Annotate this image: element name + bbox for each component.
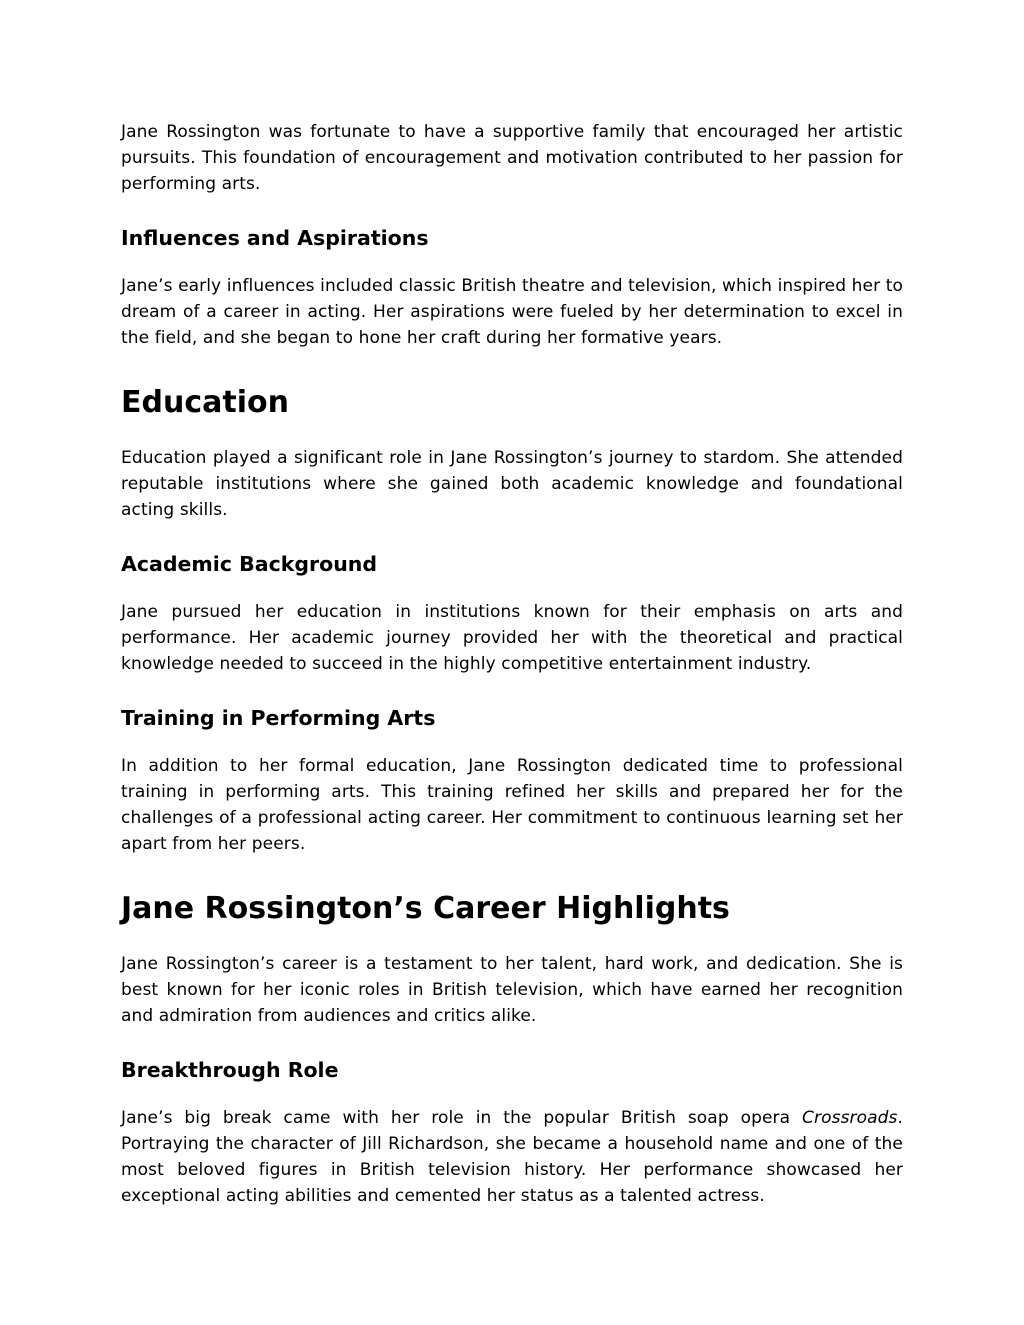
intro-paragraph: Jane Rossington was fortunate to have a supportive family that encouraged her artistic pursuits. This foundation of encouragement and motivation contributed to her passion for performing arts. — [121, 122, 903, 194]
career-heading: Jane Rossington’s Career Highlights — [121, 891, 730, 926]
breakthrough-heading: Breakthrough Role — [121, 1058, 339, 1082]
influences-paragraph: Jane’s early influences included classic British theatre and television, which inspired her to dream of a career in acting. Her aspirations were fueled by her determination to excel in the field, and she began to hone her craft during her formative years. — [121, 276, 903, 348]
influences-heading: Influences and Aspirations — [121, 226, 429, 250]
breakthrough-text-after: . Portraying the character of Jill Richardson, she became a household name and one of the most beloved figures in British television history. Her performance showcased her exceptional acting abilities and cemented her status as a talented actress. — [121, 1108, 903, 1206]
training-paragraph: In addition to her formal education, Jane Rossington dedicated time to professional training in performing arts. This training refined her skills and prepared her for the challenges of a professional acting career. Her commitment to continuous learning set her apart from her peers. — [121, 756, 903, 854]
academic-heading: Academic Background — [121, 552, 378, 576]
breakthrough-paragraph — [121, 1105, 903, 1209]
academic-paragraph: Jane pursued her education in institutions known for their emphasis on arts and performance. Her academic journey provided her with the theoretical and practical knowledge needed to succeed in the highly competitive entertainment industry. — [121, 602, 903, 674]
training-heading: Training in Performing Arts — [121, 706, 436, 730]
show-title: Crossroads — [802, 1108, 898, 1128]
education-heading: Education — [121, 385, 289, 420]
education-paragraph: Education played a significant role in Jane Rossington’s journey to stardom. She attended reputable institutions where she gained both academic knowledge and foundational acting skills. — [121, 448, 903, 520]
career-paragraph: Jane Rossington’s career is a testament to her talent, hard work, and dedication. She is best known for her iconic roles in British television, which have earned her recognition and admiration from audiences and critics alike. — [121, 954, 903, 1026]
document-page — [121, 119, 903, 1209]
breakthrough-text-before: Jane’s big break came with her role in the popular British soap opera — [121, 1108, 803, 1128]
